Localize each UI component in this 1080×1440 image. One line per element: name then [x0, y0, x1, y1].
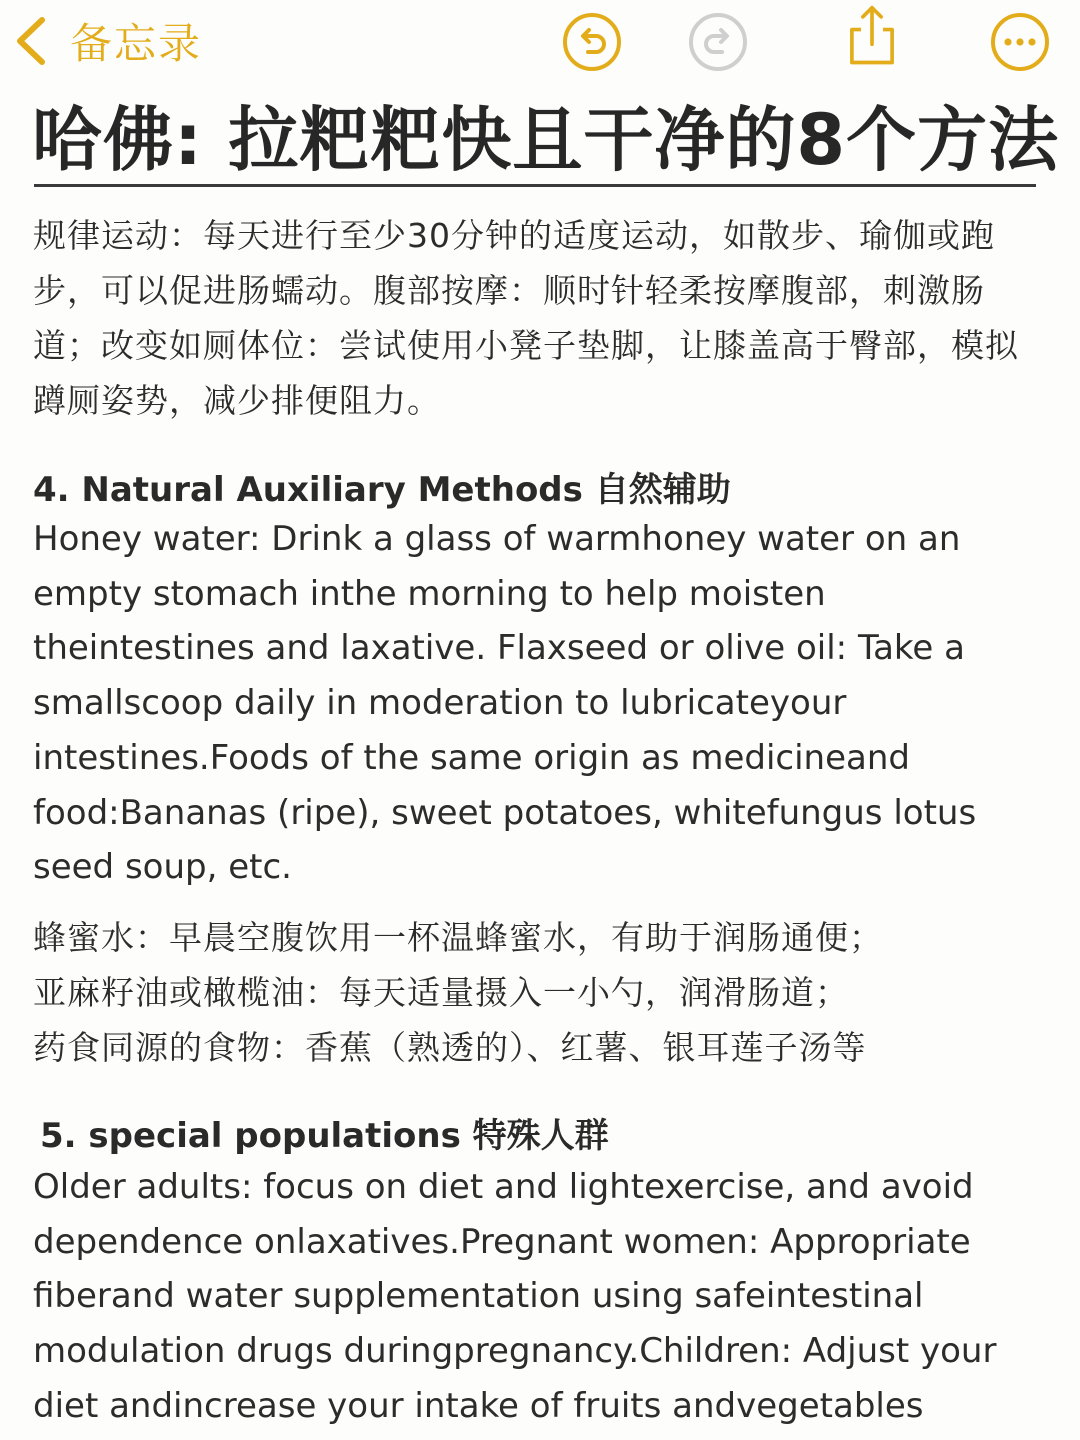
- paragraph-natural-methods-en[interactable]: Honey water: Drink a glass of warmhoney water on an empty stomach inthe morning to help moisten theintestines and laxative. Flaxseed or olive oil: Take a smallscoop daily in moderation to lubricateyour intestines.Foods of the same origin as medicineand food:Bananas (ripe), sweet potatoes, whitefungus lotus seed soup, etc.: [33, 519, 977, 888]
- back-label: 备忘录: [70, 19, 203, 68]
- paragraph-natural-methods-zh[interactable]: [33, 910, 1048, 1075]
- redo-button[interactable]: [686, 10, 750, 74]
- navigation-bar: [0, 0, 1080, 84]
- redo-icon: [686, 10, 750, 74]
- note-title[interactable]: 哈佛: 拉粑粑快且干净的8个方法: [32, 99, 1060, 181]
- text-line: 药食同源的食物：香蕉（熟透的）、红薯、银耳莲子汤等: [33, 1028, 867, 1067]
- chevron-left-icon: [12, 14, 48, 68]
- text-line: 蜂蜜水：早晨空腹饮用一杯温蜂蜜水，有助于润肠通便；: [33, 918, 883, 957]
- paragraph-exercise-massage[interactable]: 规律运动：每天进行至少30分钟的适度运动，如散步、瑜伽或跑步，可以促进肠蠕动。腹部按摩：顺时针轻柔按摩腹部，刺激肠道；改变如厕体位：尝试使用小凳子垫脚，让膝盖高于臀部，模拟蹲厕姿势，减少排便阻力。: [33, 216, 1019, 420]
- paragraph-special-populations-en[interactable]: Older adults: focus on diet and lightexercise, and avoid dependence onlaxatives.Pregnant women: Appropriate fiberand water supplementation using safeintestinal modulation drugs duringpregnancy.Children: Adjust your diet andincrease your intake of fruits andvegetables: [33, 1167, 997, 1426]
- undo-icon: [560, 10, 624, 74]
- back-button[interactable]: [12, 8, 202, 74]
- section-heading-special-populations[interactable]: 5. special populations 特殊人群: [40, 1116, 609, 1156]
- share-icon: [840, 4, 904, 68]
- more-icon: [988, 10, 1052, 74]
- undo-button[interactable]: [560, 10, 624, 74]
- section-heading-natural-methods[interactable]: 4. Natural Auxiliary Methods 自然辅助: [33, 470, 731, 510]
- title-divider: [34, 184, 1036, 187]
- more-button[interactable]: [988, 10, 1052, 74]
- share-button[interactable]: [840, 4, 904, 68]
- text-line: 亚麻籽油或橄榄油：每天适量摄入一小勺，润滑肠道；: [33, 973, 849, 1012]
